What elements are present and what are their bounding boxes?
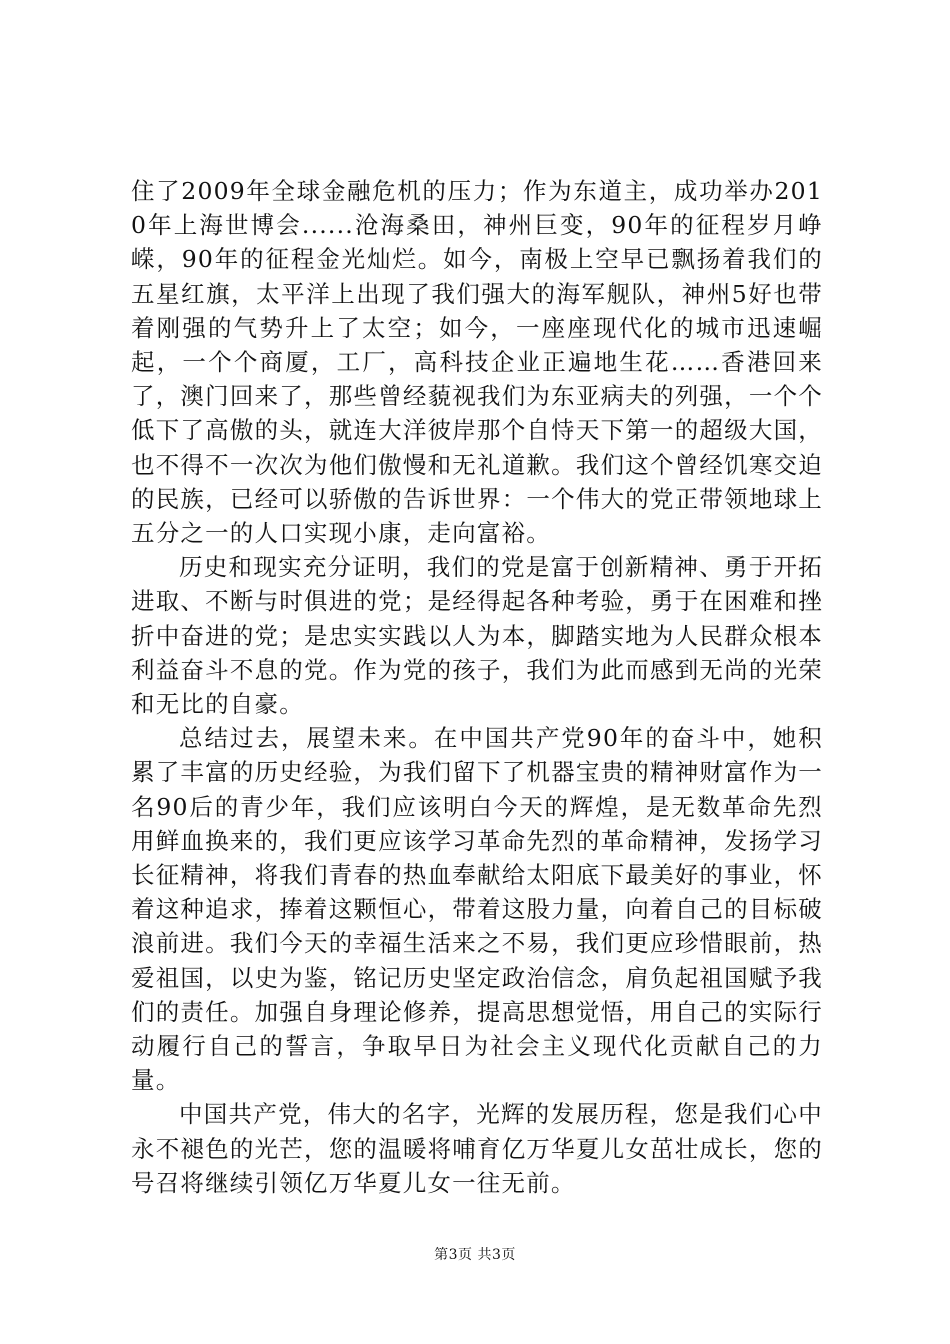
paragraph-closing: 中国共产党，伟大的名字，光辉的发展历程，您是我们心中永不褪色的光芒，您的温暖将哺育亿万华夏儿女茁壮成长，您的号召将继续引领亿万华夏儿女一往无前。 [131, 1100, 823, 1197]
paragraph-summary: 总结过去，展望未来。在中国共产党90年的奋斗中，她积累了丰富的历史经验，为我们留下了机器宝贵的精神财富作为一名90后的青少年，我们应该明白今天的辉煌，是无数革命先烈用鲜血换来的，我们更应该学习革命先烈的革命精神，发扬学习长征精神，将我们青春的热血奉献给太阳底下最美好的事业，怀着这种追求，捧着这颗恒心，带着这股力量，向着自己的目标破浪前进。我们今天的幸福生活来之不易，我们更应珍惜眼前，热爱祖国，以史为鉴，铭记历史坚定政治信念，肩负起祖国赋予我们的责任。加强自身理论修养，提高思想觉悟，用自己的实际行动履行自己的誓言，争取早日为社会主义现代化贡献自己的力量。 [131, 724, 823, 1095]
paragraph-continued: 住了2009年全球金融危机的压力；作为东道主，成功举办2010年上海世博会......沧海桑田，神州巨变，90年的征程岁月峥嵘，90年的征程金光灿烂。如今，南极上空早已飘扬着我们的五星红旗，太平洋上出现了我们强大的海军舰队，神州5好也带着刚强的气势升上了太空；如今，一座座现代化的城市迅速崛起，一个个商厦，工厂，高科技企业正遍地生花……香港回来了，澳门回来了，那些曾经藐视我们为东亚病夫的列强，一个个低下了高傲的头，就连大洋彼岸那个自恃天下第一的超级大国，也不得不一次次为他们傲慢和无礼道歉。我们这个曾经饥寒交迫的民族，已经可以骄傲的告诉世界：一个伟大的党正带领地球上五分之一的人口实现小康，走向富裕。 [131, 177, 823, 548]
paragraph-history: 历史和现实充分证明，我们的党是富于创新精神、勇于开拓进取、不断与时俱进的党；是经得起各种考验，勇于在困难和挫折中奋进的党；是忠实实践以人为本，脚踏实地为人民群众根本利益奋斗不息的党。作为党的孩子，我们为此而感到无尚的光荣和无比的自豪。 [131, 553, 823, 719]
page-footer: 第3页 共3页 [434, 1247, 516, 1263]
document-body [131, 174, 823, 1200]
